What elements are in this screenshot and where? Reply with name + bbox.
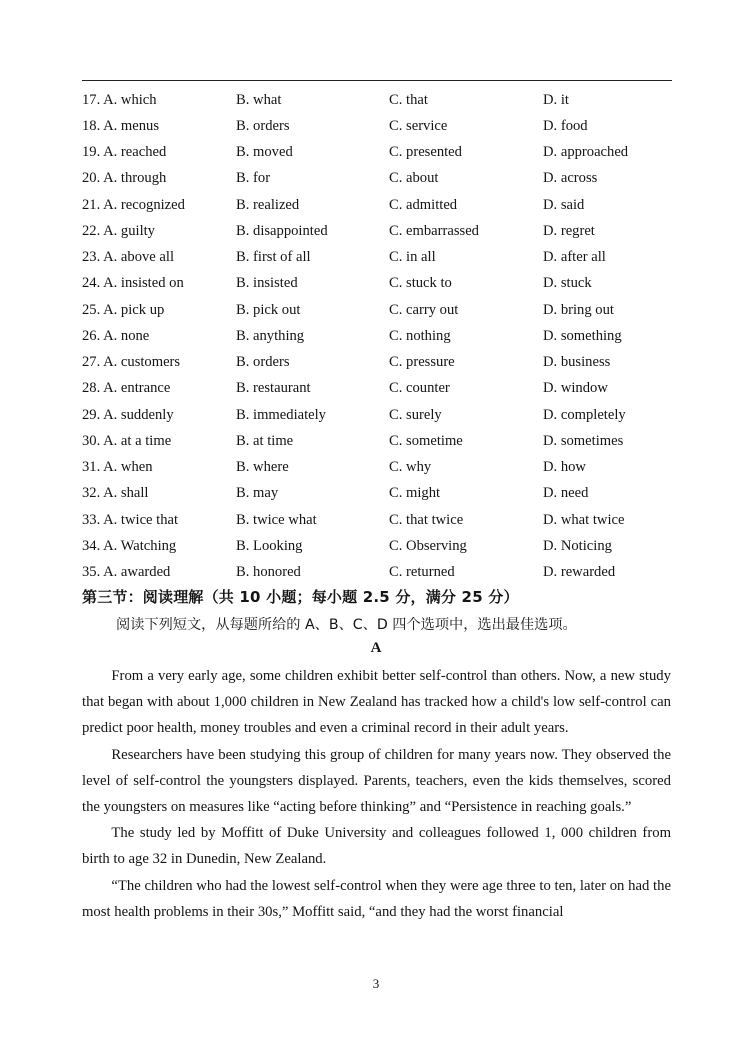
option-row xyxy=(82,271,682,297)
option-b: B. Looking xyxy=(236,537,303,554)
option-b: B. for xyxy=(236,170,271,187)
option-c: C. pressure xyxy=(389,354,455,371)
option-d: D. Noticing xyxy=(543,537,612,554)
option-d: D. across xyxy=(543,170,598,187)
option-d: D. window xyxy=(543,380,608,397)
option-a: 26. A. none xyxy=(82,327,150,344)
option-a: 17. A. which xyxy=(82,91,157,108)
instruction-text: 阅读下列短文，从每题所给的 A、B、C、D 四个选项中，选出最佳选项。 xyxy=(116,617,577,633)
option-row xyxy=(82,87,682,113)
option-b: B. first of all xyxy=(236,249,311,266)
option-c: C. admitted xyxy=(389,196,458,213)
option-d: D. completely xyxy=(543,406,626,423)
option-row xyxy=(82,323,682,349)
option-row xyxy=(82,428,682,454)
option-d: D. regret xyxy=(543,222,595,239)
option-a: 35. A. awarded xyxy=(82,564,171,581)
passage xyxy=(82,663,671,925)
option-row xyxy=(82,297,682,323)
option-row xyxy=(82,113,682,139)
option-d: D. sometimes xyxy=(543,432,624,449)
option-c: C. that twice xyxy=(389,511,464,528)
option-d: D. it xyxy=(543,91,569,108)
option-b: B. anything xyxy=(236,327,305,344)
option-d: D. need xyxy=(543,485,589,502)
option-d: D. food xyxy=(543,117,588,134)
option-b: B. orders xyxy=(236,117,290,134)
option-row xyxy=(82,350,682,376)
answer-options-table xyxy=(82,87,682,586)
option-a: 30. A. at a time xyxy=(82,432,172,449)
option-a: 27. A. customers xyxy=(82,354,181,371)
option-row xyxy=(82,402,682,428)
option-a: 22. A. guilty xyxy=(82,222,155,239)
option-row xyxy=(82,192,682,218)
option-row xyxy=(82,166,682,192)
option-c: C. surely xyxy=(389,406,442,423)
option-d: D. what twice xyxy=(543,511,625,528)
option-b: B. pick out xyxy=(236,301,301,318)
option-a: 31. A. when xyxy=(82,459,153,476)
option-c: C. why xyxy=(389,459,432,476)
option-b: B. immediately xyxy=(236,406,326,423)
option-c: C. presented xyxy=(389,144,462,161)
option-c: C. about xyxy=(389,170,439,187)
option-d: D. after all xyxy=(543,249,606,266)
option-row xyxy=(82,560,682,586)
option-c: C. service xyxy=(389,117,448,134)
option-c: C. counter xyxy=(389,380,450,397)
option-a: 24. A. insisted on xyxy=(82,275,184,292)
option-c: C. that xyxy=(389,91,428,108)
option-d: D. said xyxy=(543,196,585,213)
option-d: D. how xyxy=(543,459,586,476)
option-b: B. moved xyxy=(236,144,293,161)
option-c: C. might xyxy=(389,485,441,502)
option-b: B. at time xyxy=(236,432,294,449)
option-c: C. in all xyxy=(389,249,436,266)
option-c: C. returned xyxy=(389,564,455,581)
paragraph: Researchers have been studying this group of children for many years now. They observed the level of self-control the youngsters displayed. Parents, teachers, even the kids themselves, scored the youngsters on measures like “acting before thinking” and “Persistence in reaching goals.” xyxy=(82,746,671,816)
option-c: C. Observing xyxy=(389,537,467,554)
option-row xyxy=(82,533,682,559)
option-b: B. where xyxy=(236,459,289,476)
option-b: B. orders xyxy=(236,354,290,371)
passage-label: A xyxy=(370,640,382,656)
option-a: 21. A. recognized xyxy=(82,196,185,213)
option-d: D. business xyxy=(543,354,611,371)
option-d: D. rewarded xyxy=(543,564,616,581)
option-c: C. sometime xyxy=(389,432,463,449)
option-a: 23. A. above all xyxy=(82,249,175,266)
option-row xyxy=(82,507,682,533)
option-a: 33. A. twice that xyxy=(82,511,179,528)
option-c: C. embarrassed xyxy=(389,222,479,239)
top-rule xyxy=(82,80,672,81)
option-a: 19. A. reached xyxy=(82,144,167,161)
option-b: B. disappointed xyxy=(236,222,328,239)
option-a: 28. A. entrance xyxy=(82,380,171,397)
option-b: B. what xyxy=(236,91,282,108)
option-d: D. something xyxy=(543,327,622,344)
option-a: 25. A. pick up xyxy=(82,301,165,318)
paragraph: From a very early age, some children exhibit better self-control than others. Now, a new study that began with about 1,000 children in New Zealand has tracked how a child's low self-control can predict poor health, money troubles and even a criminal record in their adult years. xyxy=(82,668,671,737)
option-d: D. stuck xyxy=(543,275,592,292)
option-d: D. bring out xyxy=(543,301,614,318)
option-row xyxy=(82,481,682,507)
option-a: 32. A. shall xyxy=(82,485,149,502)
page-number: 3 xyxy=(372,976,380,991)
option-row xyxy=(82,376,682,402)
option-row xyxy=(82,218,682,244)
section-heading: 第三节：阅读理解（共 10 小题；每小题 2.5 分，满分 25 分） xyxy=(82,588,519,606)
paragraph: The study led by Moffitt of Duke University and colleagues followed 1, 000 children from birth to age 32 in Dunedin, New Zealand. xyxy=(82,825,671,868)
option-a: 29. A. suddenly xyxy=(82,406,174,423)
option-b: B. honored xyxy=(236,564,301,581)
option-row xyxy=(82,245,682,271)
option-row xyxy=(82,455,682,481)
option-a: 20. A. through xyxy=(82,170,167,187)
option-b: B. realized xyxy=(236,196,300,213)
option-b: B. twice what xyxy=(236,511,317,528)
option-b: B. may xyxy=(236,485,279,502)
option-c: C. carry out xyxy=(389,301,459,318)
option-c: C. stuck to xyxy=(389,275,452,292)
option-d: D. approached xyxy=(543,144,629,161)
paragraph: “The children who had the lowest self-control when they were age three to ten, later on had the most health problems in their 30s,” Moffitt said, “and they had the worst financial xyxy=(82,877,671,920)
option-row xyxy=(82,140,682,166)
option-a: 34. A. Watching xyxy=(82,537,177,554)
option-b: B. restaurant xyxy=(236,380,311,397)
option-a: 18. A. menus xyxy=(82,117,160,134)
option-b: B. insisted xyxy=(236,275,298,292)
option-c: C. nothing xyxy=(389,327,451,344)
